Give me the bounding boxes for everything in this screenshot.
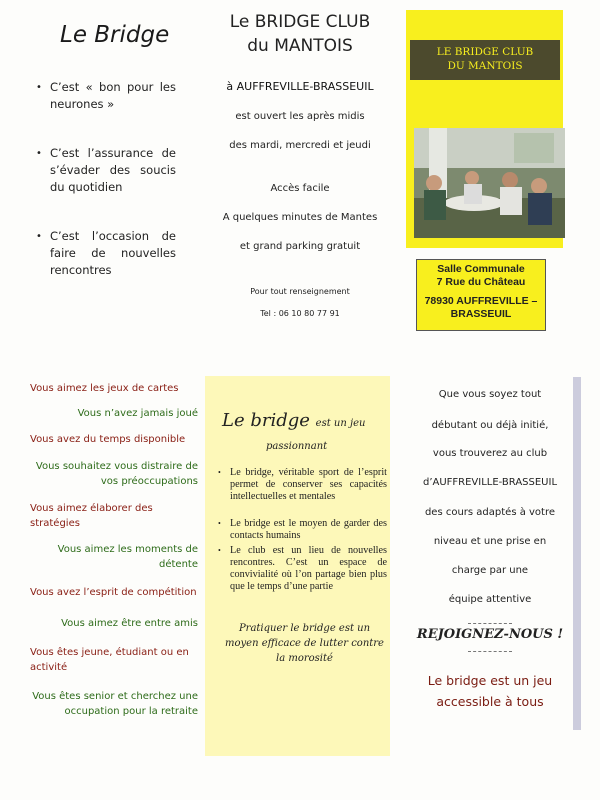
bullet-dot-icon: • <box>218 546 221 555</box>
bullet-dot-icon: • <box>36 148 42 159</box>
club-open-weekdays: des mardi, mercredi et jeudi <box>229 140 371 151</box>
bullet-dot-icon: • <box>218 468 221 477</box>
club-info: Pour tout renseignement <box>250 287 350 296</box>
accessible-text: Le bridge est un jeu accessible à tous <box>427 673 553 709</box>
wish-item: Vous aimez élaborer des stratégies <box>30 503 153 529</box>
wish-item: Vous avez l’esprit de compétition <box>30 587 197 598</box>
wish-item: Vous souhaitez vous distraire de vos préoccupations <box>35 461 198 487</box>
club-open-days: est ouvert les après midis <box>235 111 365 122</box>
panel-bullet: • Le club est un lieu de nouvelles rencontres. C’est un espace de convivialité où l’on partage bien plus que le temps d’une partie <box>218 545 387 592</box>
panel-bullet: • Le bridge est le moyen de garder des contacts humains <box>218 518 387 541</box>
wish-item: Vous êtes senior et cherchez une occupation pour la retraite <box>32 691 198 717</box>
wish-item: Vous êtes jeune, étudiant ou en activité <box>30 647 189 673</box>
bullet-rencontres: • C’est l’occasion de faire de nouvelles rencontres <box>36 229 176 277</box>
panel-subtitle: passionnant <box>266 441 328 452</box>
right-line: niveau et une prise en <box>433 536 547 547</box>
wish-item: Vous n’avez jamais joué <box>77 408 198 419</box>
bullet-neurones: • C’est « bon pour les neurones » <box>36 80 176 111</box>
right-line: débutant ou déjà initié, <box>431 420 549 431</box>
club-title: Le BRIDGE CLUB du MANTOIS <box>229 12 371 56</box>
bullet-dot-icon: • <box>218 519 221 528</box>
edge-strip <box>573 377 581 730</box>
club-location: à AUFFREVILLE-BRASSEUIL <box>226 80 374 93</box>
club-parking: et grand parking gratuit <box>239 241 361 252</box>
wish-item: Vous aimez les jeux de cartes <box>30 383 179 394</box>
club-access-mantes: A quelques minutes de Mantes <box>222 212 378 223</box>
wish-item: Vous aimez être entre amis <box>61 618 198 629</box>
join-us-heading: REJOIGNEZ-NOUS ! <box>416 627 564 642</box>
divider-dashed <box>468 623 512 624</box>
bullet-dot-icon: • <box>36 231 42 242</box>
right-line: vous trouverez au club <box>432 448 548 459</box>
address-box: Salle Communale 7 Rue du Château 78930 AUFFREVILLE – BRASSEUIL <box>416 259 546 331</box>
panel-title: Le bridge est un jeu <box>222 410 366 431</box>
club-banner: LE BRIDGE CLUB DU MANTOIS <box>410 40 560 80</box>
club-photo <box>414 128 565 238</box>
divider-dashed <box>468 651 512 652</box>
left-title: Le Bridge <box>60 22 170 48</box>
wish-item: Vous aimez les moments de détente <box>57 544 198 570</box>
club-access: Accès facile <box>270 183 330 194</box>
right-line: des cours adaptés à votre <box>424 507 556 518</box>
right-line: équipe attentive <box>448 594 532 605</box>
bullet-dot-icon: • <box>36 82 42 93</box>
right-line: Que vous soyez tout <box>438 389 542 400</box>
panel-quote: Pratiquer le bridge est un moyen efficace de lutter contre la morosité <box>225 623 384 664</box>
club-phone: Tel : 06 10 80 77 91 <box>260 309 340 318</box>
right-line: charge par une <box>451 565 529 576</box>
panel-bullet: • Le bridge, véritable sport de l’esprit permet de conserver ses capacités intellectuelles et mentales <box>218 467 387 502</box>
bullet-soucis: • C’est l’assurance de s’évader des soucis du quotidien <box>36 146 176 194</box>
right-line: d’AUFFREVILLE-BRASSEUIL <box>422 477 558 488</box>
wish-item: Vous avez du temps disponible <box>30 434 186 445</box>
